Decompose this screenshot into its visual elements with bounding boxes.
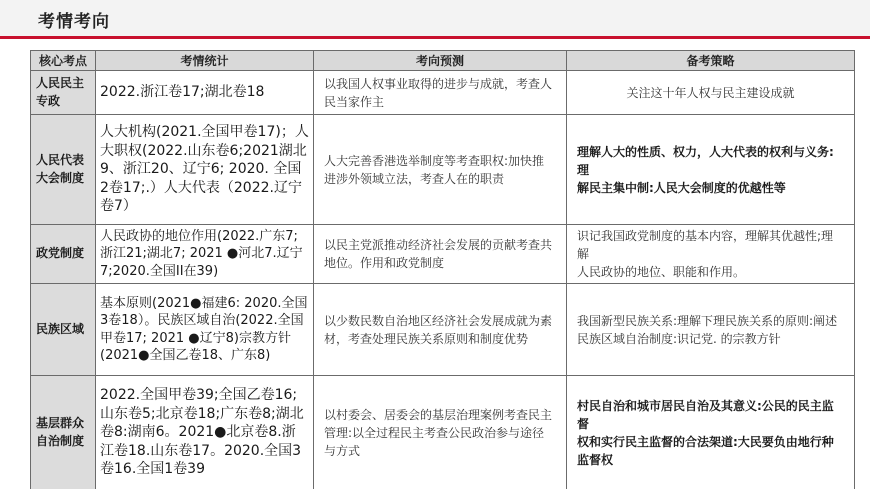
strategy-cell: 识记我国政党制度的基本内容，理解其优越性;理解 人民政协的地位、职能和作用。	[567, 225, 855, 284]
table-row	[31, 284, 855, 376]
exam-stats-cell: 基本原则(2021●福建6: 2020.全国3卷18）。民族区域自治(2022.全国甲卷17; 2021 ●辽宁8)宗教方针(2021●全国乙卷18、广东8)	[96, 284, 314, 376]
core-topic-cell: 民族区域	[31, 284, 96, 376]
prediction-cell: 以民主党派推动经济社会发展的贡献考查共地位。作用和政党制度	[314, 225, 567, 284]
header-bar	[0, 0, 870, 38]
header-divider	[0, 36, 870, 39]
page-title: 考情考向	[38, 12, 110, 32]
strategy-cell: 村民自治和城市居民自治及其意义:公民的民主监督 权和实行民主监督的合法架道:大民要负由地行种 监督权	[567, 376, 855, 489]
table-row	[31, 225, 855, 284]
prediction-cell: 人大完善香港选举制度等考查职权:加快推进涉外领域立法，考查人在的职责	[314, 115, 567, 225]
prediction-cell: 以村委会、居委会的基层治理案例考查民主管理:以全过程民主考查公民政治参与途径与方式	[314, 376, 567, 489]
prediction-cell: 以少数民数自治地区经济社会发展成就为素材，考查处理民族关系原则和制度优势	[314, 284, 567, 376]
core-topic-cell: 人民代表大会制度	[31, 115, 96, 225]
table-row	[31, 115, 855, 225]
exam-stats-cell: 2022.浙江卷17;湖北卷18	[96, 71, 314, 115]
table-header-row	[31, 51, 855, 71]
column-header-stats: 考情统计	[96, 51, 314, 71]
strategy-cell: 我国新型民族关系:理解下理民族关系的原则:阐述 民族区域自治制度:识记党. 的宗教方针	[567, 284, 855, 376]
exam-analysis-table	[30, 50, 855, 489]
exam-stats-cell: 人大机构(2021.全国甲卷17)；人大职权(2022.山东卷6;2021湖北9、浙江20、辽宁6; 2020. 全国2卷17;.）人大代表（2022.辽宁卷7）	[96, 115, 314, 225]
core-topic-cell: 人民民主专政	[31, 71, 96, 115]
column-header-strategy: 备考策略	[567, 51, 855, 71]
core-topic-cell: 基层群众自治制度	[31, 376, 96, 489]
exam-stats-cell: 人民政协的地位作用(2022.广东7; 浙江21;湖北7; 2021 ●河北7.辽宁7;2020.全国II在39)	[96, 225, 314, 284]
column-header-prediction: 考向预测	[314, 51, 567, 71]
column-header-core: 核心考点	[31, 51, 96, 71]
table-row	[31, 71, 855, 115]
strategy-cell: 理解人大的性质、权力，人大代表的权利与义务:理 解民主集中制:人民大会制度的优越性等	[567, 115, 855, 225]
core-topic-cell: 政党制度	[31, 225, 96, 284]
exam-stats-cell: 2022.全国甲卷39;全国乙卷16; 山东卷5;北京卷18;广东卷8;湖北卷8:湖南6。2021●北京卷8.浙江卷18.山东卷17。2020.全国3卷16.全国1卷39	[96, 376, 314, 489]
table-row	[31, 376, 855, 489]
prediction-cell: 以我国人权事业取得的进步与成就，考查人民当家作主	[314, 71, 567, 115]
strategy-cell: 关注这十年人权与民主建设成就	[567, 71, 855, 115]
